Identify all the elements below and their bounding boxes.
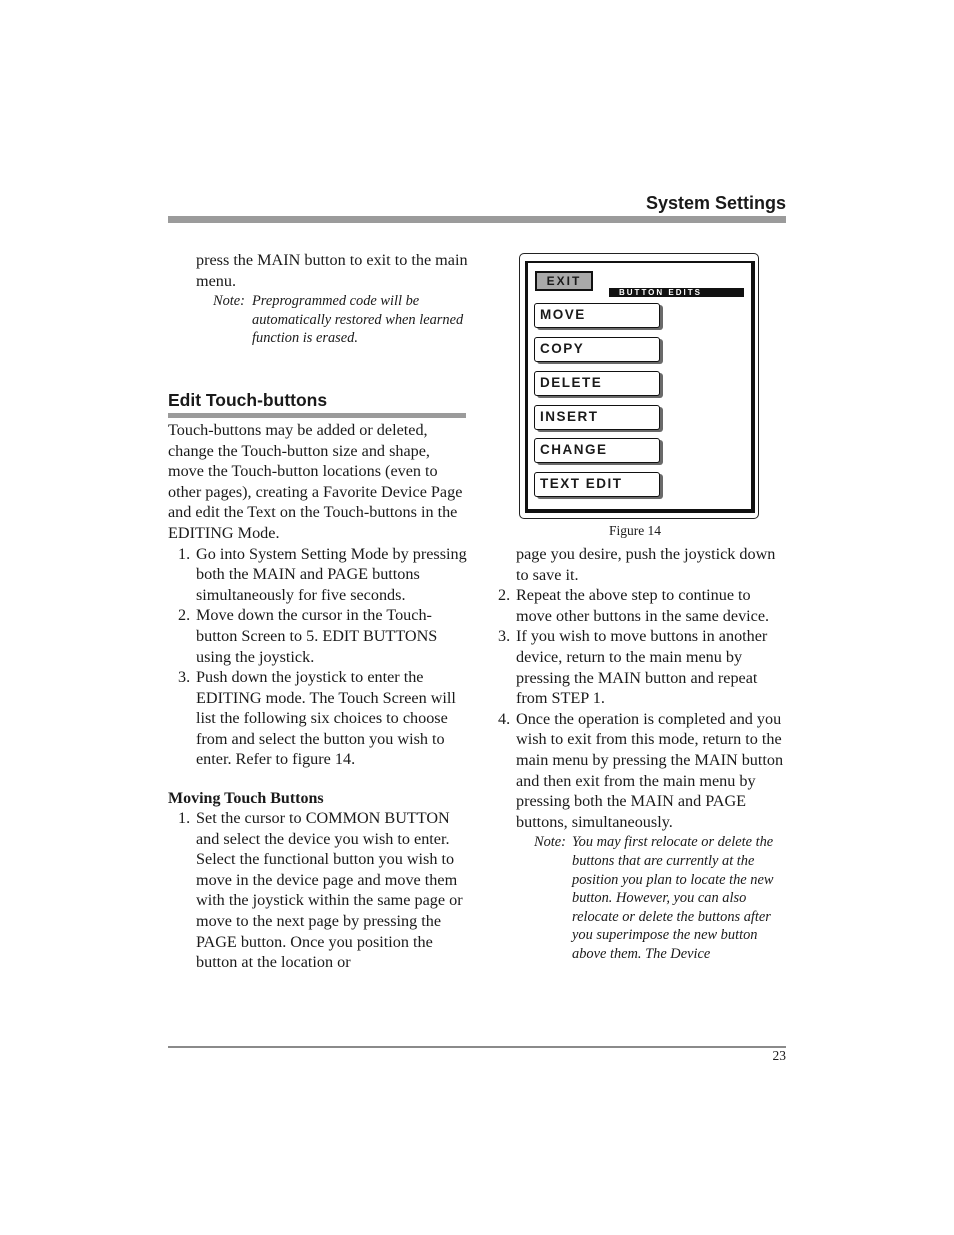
text-edit-button[interactable]: TEXT EDIT bbox=[534, 472, 660, 497]
step-number: 1. bbox=[178, 544, 191, 563]
step-number: 3. bbox=[178, 668, 191, 687]
note-text: You may first relocate or delete the buttons that are currently at the position you plan to locate the new button. However, you can also relocate or delete the buttons after you superimpose the new button above them. The Device bbox=[572, 834, 774, 962]
move-button[interactable]: MOVE bbox=[534, 303, 660, 328]
step-text: Set the cursor to COMMON BUTTON and select the device you wish to enter. Select the functional button you wish to move in the device page and move them with the joystick within the same page or move to the next page by pressing the PAGE button. Once you position the button at the location or bbox=[196, 809, 463, 972]
section-body: Touch-buttons may be added or deleted, change the Touch-button size and shape, move the Touch-button locations (even to other pages), creating a Favorite Device Page and edit the Text on the Touch-buttons in the EDITING Mode. bbox=[168, 420, 463, 542]
step-text: Push down the joystick to enter the EDITING mode. The Touch Screen will list the following six choices to choose from and select the button you wish to enter. Refer to figure 14. bbox=[196, 668, 456, 769]
copy-button[interactable]: COPY bbox=[534, 337, 660, 362]
step-number: 3. bbox=[498, 627, 511, 646]
step-text: Repeat the above step to continue to move other buttons in the same device. bbox=[516, 586, 770, 625]
note-text: Preprogrammed code will be automatically restored when learned function is erased. bbox=[252, 293, 464, 347]
step-item bbox=[168, 544, 468, 606]
figure-caption: Figure 14 bbox=[608, 523, 662, 538]
header-title: System Settings bbox=[645, 193, 786, 213]
step-item bbox=[498, 709, 788, 833]
delete-button[interactable]: DELETE bbox=[534, 371, 660, 396]
left-column bbox=[168, 250, 468, 973]
step-item bbox=[168, 605, 468, 667]
header-rule bbox=[168, 216, 786, 223]
step-text: Once the operation is completed and you wish to exit from this mode, return to the main menu by pressing the MAIN button and then exit from the main menu by pressing both the MAIN and PAGE buttons, simultaneously. bbox=[516, 709, 784, 831]
note-label: Note: bbox=[534, 834, 566, 851]
section-rule bbox=[168, 413, 466, 418]
change-button[interactable]: CHANGE bbox=[534, 438, 660, 463]
section-title: Edit Touch-buttons bbox=[168, 389, 328, 410]
step-text: If you wish to move buttons in another device, return to the main menu by pressing the MAIN button and repeat from STEP 1. bbox=[516, 627, 768, 708]
step-item bbox=[168, 667, 468, 770]
step-item bbox=[168, 808, 468, 973]
step-number: 4. bbox=[498, 709, 511, 728]
note-label: Note: bbox=[213, 293, 245, 310]
button-edits-title-bar: BUTTON EDITS bbox=[609, 288, 744, 297]
exit-button[interactable]: EXIT bbox=[535, 271, 593, 291]
step-text: Move down the cursor in the Touch-button Screen to 5. EDIT BUTTONS using the joystick. bbox=[196, 606, 438, 666]
right-column bbox=[498, 544, 788, 963]
footer-rule bbox=[168, 1046, 786, 1048]
note-relocate bbox=[498, 833, 788, 963]
step-number: 2. bbox=[178, 606, 191, 625]
page-number: 23 bbox=[772, 1048, 786, 1063]
step-text: Go into System Setting Mode by pressing both the MAIN and PAGE buttons simultaneously for five seconds. bbox=[196, 544, 467, 604]
step-number: 1. bbox=[178, 809, 191, 828]
step-item bbox=[498, 626, 788, 708]
step-number: 2. bbox=[498, 586, 511, 605]
subsection-title: Moving Touch Buttons bbox=[168, 790, 324, 808]
note-preprogrammed bbox=[168, 292, 468, 348]
step-item bbox=[498, 585, 788, 626]
insert-button[interactable]: INSERT bbox=[534, 405, 660, 430]
intro-text: press the MAIN button to exit to the main menu. bbox=[196, 251, 468, 290]
continuation-text: page you desire, push the joystick down to save it. bbox=[516, 545, 776, 584]
